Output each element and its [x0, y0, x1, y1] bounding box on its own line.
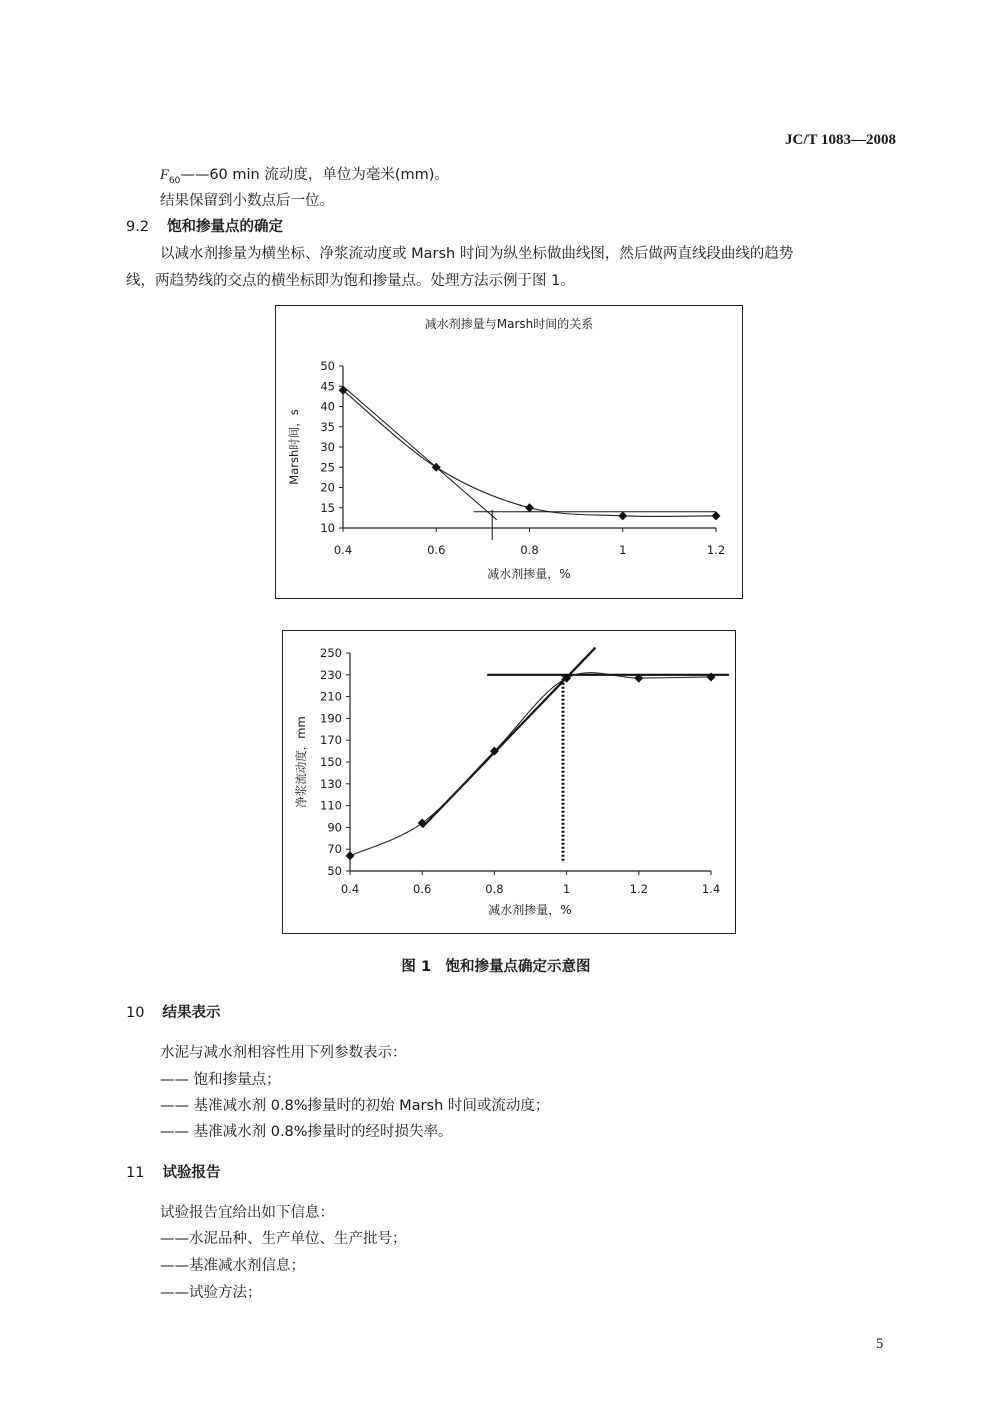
figure-caption: 图 1 饱和掺量点确定示意图	[401, 959, 591, 975]
section-title: 试验报告	[162, 1165, 221, 1181]
list-item: ——基准减水剂信息；	[160, 1258, 305, 1274]
section-10-heading	[126, 1003, 220, 1023]
y-tick-label: 250	[320, 646, 342, 660]
y-axis-label: Marsh时间，s	[287, 409, 301, 485]
page-number: 5	[876, 1336, 884, 1352]
y-tick-label: 35	[320, 419, 335, 434]
y-tick-label: 20	[320, 480, 335, 495]
series-line	[343, 390, 716, 516]
marsh-chart-frame	[275, 305, 743, 599]
data-point	[418, 819, 427, 828]
y-tick-label: 15	[320, 500, 335, 515]
paragraph-line-1: 以减水剂掺量为横坐标、净浆流动度或 Marsh 时间为纵坐标做曲线图，然后做两直线段曲线的趋势	[160, 246, 794, 262]
x-tick-label: 0.6	[413, 882, 432, 896]
rounding-note: 结果保留到小数点后一位。	[160, 193, 334, 209]
fluidity-chart-frame	[282, 630, 736, 934]
y-tick-label: 50	[320, 359, 335, 373]
y-tick-label: 40	[320, 399, 335, 414]
y-tick-label: 170	[320, 733, 342, 748]
list-item: —— 饱和掺量点；	[160, 1072, 281, 1088]
y-tick-label: 30	[320, 440, 335, 454]
section-number: 11	[126, 1165, 145, 1181]
section-10-intro: 水泥与减水剂相容性用下列参数表示：	[160, 1045, 407, 1061]
x-tick-label: 0.4	[340, 882, 360, 896]
section-number: 10	[126, 1005, 145, 1021]
y-tick-label: 10	[320, 521, 335, 535]
x-tick-label: 1	[562, 882, 571, 896]
y-tick-label: 150	[320, 755, 342, 769]
y-tick-label: 110	[320, 798, 342, 813]
data-point	[346, 851, 355, 860]
x-axis-label: 减水剂掺量，%	[488, 903, 572, 917]
y-tick-label: 130	[320, 776, 342, 791]
paragraph-line-2: 线，两趋势线的交点的横坐标即为饱和掺量点。处理方法示例于图 1。	[126, 273, 575, 289]
y-tick-label: 210	[320, 689, 342, 704]
f60-subscript: 60	[168, 175, 181, 186]
y-tick-label: 50	[327, 864, 342, 878]
section-title: 饱和掺量点的确定	[167, 219, 284, 235]
x-tick-label: 1.2	[629, 882, 648, 896]
x-axis-label: 减水剂掺量，%	[487, 567, 571, 581]
y-tick-label: 90	[327, 820, 342, 835]
section-9-2-heading	[126, 217, 283, 237]
x-tick-label: 1.4	[701, 882, 721, 896]
chart-title: 减水剂掺量与Marsh时间的关系	[424, 317, 594, 331]
x-tick-label: 0.4	[333, 543, 353, 557]
section-11-intro: 试验报告宜给出如下信息：	[160, 1205, 334, 1221]
data-point	[712, 511, 721, 520]
trend-line	[343, 386, 497, 520]
f60-symbol: F	[160, 167, 169, 183]
y-tick-label: 190	[320, 711, 342, 726]
marsh-time-chart	[276, 306, 742, 598]
x-tick-label: 0.6	[427, 543, 446, 557]
data-point	[618, 511, 627, 520]
section-title: 结果表示	[162, 1005, 221, 1021]
standard-code: JC/T 1083—2008	[785, 132, 896, 148]
x-tick-label: 1.2	[706, 543, 726, 557]
x-tick-label: 0.8	[485, 882, 504, 896]
section-11-heading	[126, 1163, 220, 1183]
y-axis-label: 净浆流动度，mm	[294, 716, 308, 808]
f60-definition-line	[160, 165, 449, 191]
y-tick-label: 45	[320, 379, 335, 394]
y-tick-label: 25	[320, 460, 335, 475]
list-item: —— 基准减水剂 0.8%掺量时的初始 Marsh 时间或流动度；	[160, 1098, 550, 1114]
series-line	[350, 673, 711, 856]
section-number: 9.2	[126, 219, 150, 235]
x-tick-label: 0.8	[520, 543, 539, 557]
y-tick-label: 230	[320, 667, 342, 682]
list-item: —— 基准减水剂 0.8%掺量时的经时损失率。	[160, 1124, 453, 1140]
y-tick-label: 70	[327, 842, 342, 857]
x-tick-label: 1	[619, 543, 627, 557]
list-item: ——水泥品种、生产单位、生产批号；	[160, 1231, 407, 1247]
fluidity-chart	[283, 631, 735, 933]
list-item: ——试验方法；	[160, 1285, 262, 1301]
data-point	[525, 503, 534, 512]
f60-definition: ——60 min 流动度，单位为毫米(mm)。	[180, 167, 449, 183]
